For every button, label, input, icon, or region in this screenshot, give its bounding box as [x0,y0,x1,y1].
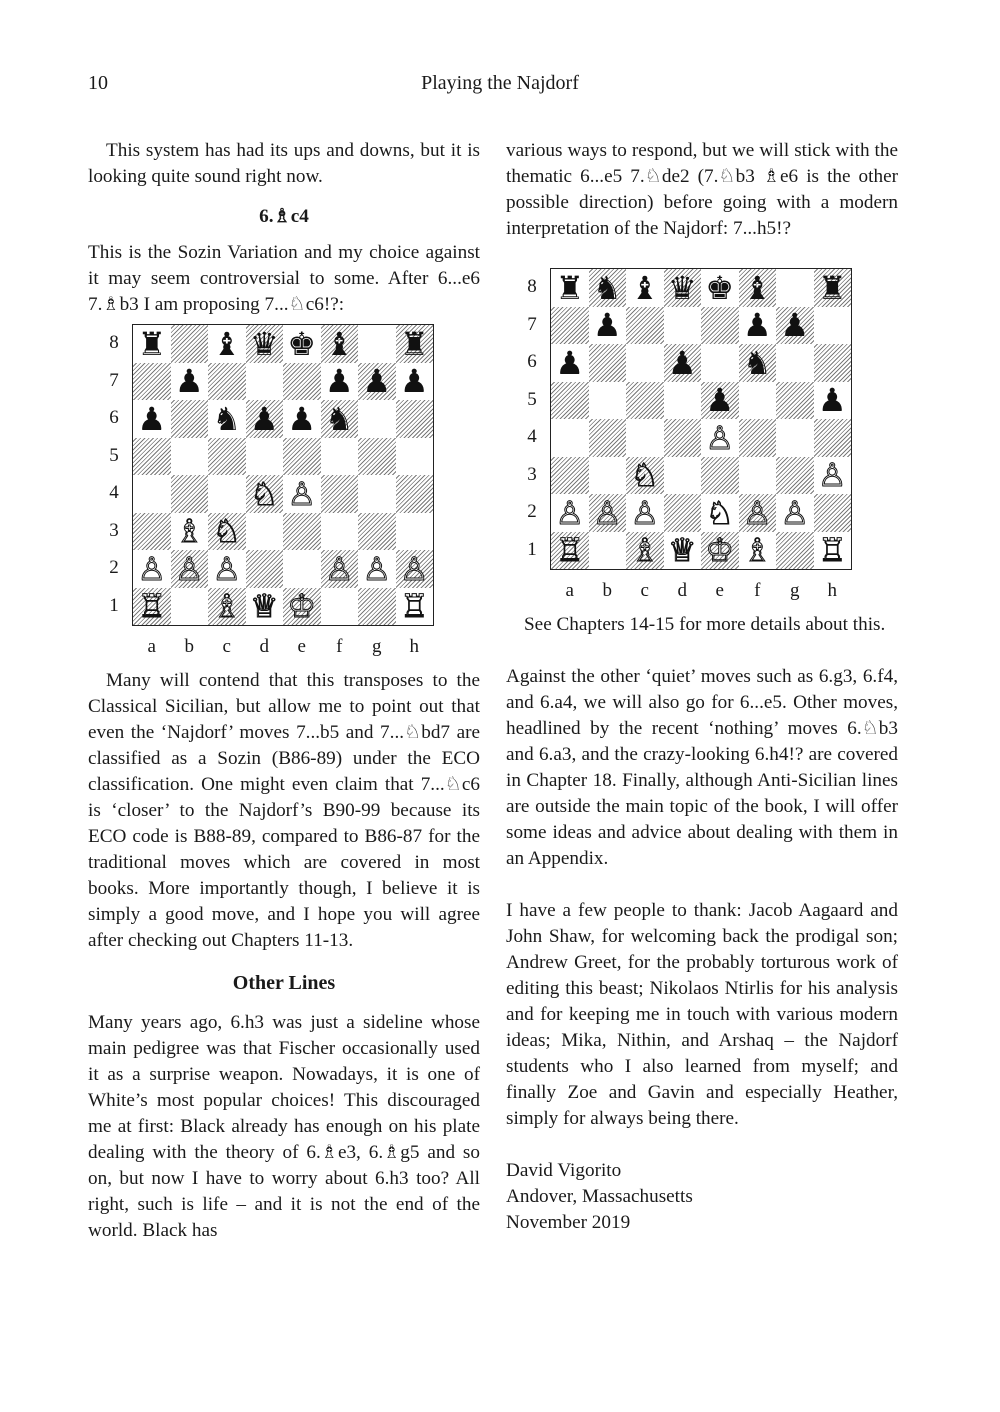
file-label: h [409,636,419,657]
paragraph: various ways to respond, but we will stick with the thematic 6...e5 7.♘de2 (7.♘b3 ♗e6 is the other possible direction) before going with a modern interpretation of the Najdorf: 7...h5!? [506,140,898,239]
square-f4 [739,419,777,457]
file-label: g [372,636,382,657]
chess-piece-icon: ♙ [212,549,242,588]
square-h5 [396,438,434,476]
paragraph: I have a few people to thank: Jacob Aagaard and John Shaw, for welcoming back the prodigal son; Andrew Greet, for the probably torturous work of editing this beast; Nikolaos Ntirlis for his analysis and for keeping me in touch with various modern ideas; Mika, Nithin, and Arshaq – the Najdorf students who I also learned from myself; and finally Zoe and Gavin and especially Heather, simply for always being there. [506,900,898,1129]
square-d8 [664,269,702,307]
author-name: David Vigorito [506,1160,622,1181]
chess-piece-icon: ♝ [742,268,772,307]
chess-piece-icon: ♗ [630,531,660,570]
file-label: a [147,636,156,657]
chess-piece-icon: ♙ [592,493,622,532]
square-f2 [321,550,359,588]
chess-piece-icon: ♛ [249,324,279,363]
square-h5 [814,382,852,420]
square-f6 [321,400,359,438]
file-label: e [297,636,306,657]
square-c7 [208,363,246,401]
square-h2 [814,494,852,532]
chess-piece-icon: ♚ [287,324,317,363]
square-b2 [589,494,627,532]
chess-piece-icon: ♟ [324,362,354,401]
square-h4 [814,419,852,457]
square-d3 [246,513,284,551]
chess-piece-icon: ♟ [137,399,167,438]
square-h6 [396,400,434,438]
square-f7 [321,363,359,401]
square-d6 [664,344,702,382]
square-g6 [776,344,814,382]
square-h8 [814,269,852,307]
page-number: 10 [88,72,108,94]
chess-piece-icon: ♜ [137,324,167,363]
chess-piece-icon: ♝ [212,324,242,363]
square-d2 [246,550,284,588]
chess-piece-icon: ♙ [705,418,735,457]
chess-piece-icon: ♙ [780,493,810,532]
chess-piece-icon: ♙ [555,493,585,532]
square-b5 [171,438,209,476]
chess-piece-icon: ♚ [705,268,735,307]
square-b5 [589,382,627,420]
square-a3 [133,513,171,551]
square-c5 [208,438,246,476]
square-f5 [739,382,777,420]
chess-piece-icon: ♕ [249,587,279,626]
square-e3 [701,457,739,495]
chess-piece-icon: ♗ [742,531,772,570]
paragraph: Many years ago, 6.h3 was just a sideline whose main pedigree was that Fischer occasionally used it as a surprise weapon. Nowadays, it is one of White’s most popular choices! This discouraged me at first: Black already has enough on his plate dealing with the theory of 6.♗e3, 6.♗g5 and so on, but now I have to worry about 6.h3 too? All right, such is life – and it is not the end of the world. Black has [88,1012,480,1241]
chess-piece-icon: ♟ [780,306,810,345]
chess-piece-icon: ♛ [667,268,697,307]
chess-piece-icon: ♙ [362,549,392,588]
square-c7 [626,307,664,345]
chess-piece-icon: ♞ [324,399,354,438]
chess-piece-icon: ♙ [817,456,847,495]
chess-piece-icon: ♖ [137,587,167,626]
square-d4 [664,419,702,457]
paragraph: This is the Sozin Variation and my choice against it may seem controversial to some. After 6...e6 7.♗b3 I am proposing 7...♘c6!?: [88,242,480,315]
square-h7 [396,363,434,401]
chess-piece-icon: ♟ [592,306,622,345]
square-a4 [133,475,171,513]
square-b7 [171,363,209,401]
square-g4 [358,475,396,513]
rank-label: 5 [109,444,119,466]
square-h3 [814,457,852,495]
square-e3 [283,513,321,551]
square-g3 [776,457,814,495]
rank-label: 4 [109,482,119,503]
author-place: Andover, Massachusetts [506,1186,693,1207]
chess-piece-icon: ♙ [742,493,772,532]
square-e2 [701,494,739,532]
rank-label: 8 [527,276,537,297]
square-h4 [396,475,434,513]
square-c4 [208,475,246,513]
square-d4 [246,475,284,513]
chess-piece-icon: ♙ [324,549,354,588]
chess-piece-icon: ♟ [817,381,847,420]
file-label: e [715,580,724,601]
square-d1 [664,532,702,570]
chess-piece-icon: ♞ [742,343,772,382]
chess-piece-icon: ♜ [555,268,585,307]
square-c6 [626,344,664,382]
chess-piece-icon: ♘ [705,493,735,532]
chess-piece-icon: ♗ [174,512,204,551]
square-a2 [551,494,589,532]
file-label: f [754,580,761,601]
square-d5 [664,382,702,420]
chess-piece-icon: ♙ [630,493,660,532]
square-e1 [701,532,739,570]
square-f1 [321,588,359,626]
square-f1 [739,532,777,570]
rank-label: 6 [109,407,119,428]
square-c1 [208,588,246,626]
square-f7 [739,307,777,345]
square-h7 [814,307,852,345]
square-e8 [283,325,321,363]
rank-label: 1 [109,594,119,616]
paragraph: Many will contend that this transposes to the Classical Sicilian, but allow me to point out that even the ‘Najdorf’ moves 7...b5 and 7...♘bd7 are classified as a Sozin (B86-89) under the ECO classification. One might even claim that 7...♘c6 is ‘closer’ to the Najdorf’s B90-99 because its ECO code is B88-89, compared to B86-87 for the traditional moves which are covered in most books. More importantly though, I believe it is simply a good move, and I hope you will agree after checking out Chapters 11-13. [88,670,480,951]
chess-piece-icon: ♟ [174,362,204,401]
chess-piece-icon: ♘ [249,474,279,513]
square-a8 [133,325,171,363]
rank-label: 2 [527,501,537,522]
square-h6 [814,344,852,382]
chess-piece-icon: ♟ [362,362,392,401]
chess-board [550,268,852,570]
square-g6 [358,400,396,438]
square-a7 [551,307,589,345]
rank-label: 5 [527,388,537,410]
square-a2 [133,550,171,588]
chess-piece-icon: ♟ [555,343,585,382]
rank-label: 3 [527,463,537,485]
square-e5 [283,438,321,476]
square-e8 [701,269,739,307]
square-b8 [171,325,209,363]
running-head: Playing the Najdorf [421,72,579,94]
square-h1 [396,588,434,626]
square-d3 [664,457,702,495]
square-e7 [701,307,739,345]
square-e1 [283,588,321,626]
square-a5 [133,438,171,476]
file-label: c [640,580,649,601]
square-f3 [739,457,777,495]
square-d1 [246,588,284,626]
square-d2 [664,494,702,532]
square-b3 [171,513,209,551]
square-e4 [701,419,739,457]
square-a5 [551,382,589,420]
square-c2 [626,494,664,532]
chess-diagram [88,318,480,668]
rank-label: 6 [527,351,537,372]
chess-piece-icon: ♖ [555,531,585,570]
square-f4 [321,475,359,513]
rank-label: 4 [527,426,537,447]
chess-board [132,324,434,626]
chess-piece-icon: ♝ [324,324,354,363]
square-e6 [701,344,739,382]
file-label: h [827,580,837,601]
square-a6 [133,400,171,438]
square-h8 [396,325,434,363]
square-g2 [358,550,396,588]
chess-piece-icon: ♖ [399,587,429,626]
square-a3 [551,457,589,495]
chess-piece-icon: ♙ [174,549,204,588]
square-b6 [589,344,627,382]
chess-piece-icon: ♖ [817,531,847,570]
square-c6 [208,400,246,438]
chess-piece-icon: ♙ [287,474,317,513]
square-g1 [776,532,814,570]
chess-piece-icon: ♞ [212,399,242,438]
rank-label: 7 [527,313,537,335]
square-c8 [626,269,664,307]
square-g7 [776,307,814,345]
paragraph: This system has had its ups and downs, but it is looking quite sound right now. [88,140,480,187]
square-b8 [589,269,627,307]
square-f3 [321,513,359,551]
square-a7 [133,363,171,401]
square-g5 [776,382,814,420]
signature-date: November 2019 [506,1212,631,1233]
chess-piece-icon: ♞ [592,268,622,307]
square-e4 [283,475,321,513]
file-label: f [336,636,343,657]
square-b1 [589,532,627,570]
rank-label: 8 [109,332,119,353]
chess-piece-icon: ♙ [399,549,429,588]
chess-piece-icon: ♟ [667,343,697,382]
rank-label: 1 [527,538,537,560]
square-c5 [626,382,664,420]
square-a8 [551,269,589,307]
square-a4 [551,419,589,457]
square-g8 [776,269,814,307]
move-heading: 6.♗c4 [259,206,309,227]
square-c4 [626,419,664,457]
square-c3 [208,513,246,551]
square-f2 [739,494,777,532]
square-e2 [283,550,321,588]
file-label: b [602,580,612,601]
square-b4 [589,419,627,457]
chess-piece-icon: ♘ [630,456,660,495]
square-h3 [396,513,434,551]
chess-piece-icon: ♟ [249,399,279,438]
signature-block [506,1158,898,1236]
square-f5 [321,438,359,476]
file-label: b [184,636,194,657]
rank-label: 3 [109,519,119,541]
square-d7 [664,307,702,345]
square-f6 [739,344,777,382]
square-b1 [171,588,209,626]
square-g3 [358,513,396,551]
square-a6 [551,344,589,382]
square-g4 [776,419,814,457]
square-e6 [283,400,321,438]
chess-piece-icon: ♜ [817,268,847,307]
section-heading: Other Lines [232,972,336,994]
chess-piece-icon: ♝ [630,268,660,307]
chess-piece-icon: ♗ [212,587,242,626]
square-b6 [171,400,209,438]
chess-piece-icon: ♟ [287,399,317,438]
square-e7 [283,363,321,401]
chess-piece-icon: ♕ [667,531,697,570]
square-g2 [776,494,814,532]
file-label: g [790,580,800,601]
square-c2 [208,550,246,588]
paragraph: Against the other ‘quiet’ moves such as 6.g3, 6.f4, and 6.a4, we will also go for 6...e5. Other moves, headlined by the recent ‘nothing’ moves 6.♘b3 and 6.a3, and the crazy-looking 6.h4!? are covered in Chapter 18. Finally, although Anti-Sicilian lines are outside the main topic of the book, I will offer some ideas and advice about dealing with them in an Appendix. [506,666,898,869]
square-b2 [171,550,209,588]
file-label: a [565,580,574,601]
square-g5 [358,438,396,476]
square-a1 [551,532,589,570]
chess-piece-icon: ♔ [705,531,735,570]
file-label: d [677,580,687,601]
square-b7 [589,307,627,345]
square-d6 [246,400,284,438]
chess-piece-icon: ♘ [212,512,242,551]
chess-piece-icon: ♔ [287,587,317,626]
chess-piece-icon: ♟ [399,362,429,401]
square-g7 [358,363,396,401]
square-h1 [814,532,852,570]
square-e5 [701,382,739,420]
square-b4 [171,475,209,513]
square-b3 [589,457,627,495]
file-label: c [222,636,231,657]
square-d7 [246,363,284,401]
rank-label: 7 [109,369,119,391]
square-g8 [358,325,396,363]
left-column [88,138,480,1244]
square-d5 [246,438,284,476]
file-label: d [259,636,269,657]
square-c8 [208,325,246,363]
chess-piece-icon: ♟ [742,306,772,345]
square-f8 [739,269,777,307]
rank-label: 2 [109,557,119,578]
chess-piece-icon: ♜ [399,324,429,363]
square-c1 [626,532,664,570]
chess-piece-icon: ♟ [705,381,735,420]
square-f8 [321,325,359,363]
square-d8 [246,325,284,363]
chess-piece-icon: ♙ [137,549,167,588]
square-h2 [396,550,434,588]
square-a1 [133,588,171,626]
square-c3 [626,457,664,495]
chess-diagram [506,262,898,612]
right-column [506,138,898,1236]
paragraph: See Chapters 14-15 for more details about this. [524,614,886,635]
square-g1 [358,588,396,626]
